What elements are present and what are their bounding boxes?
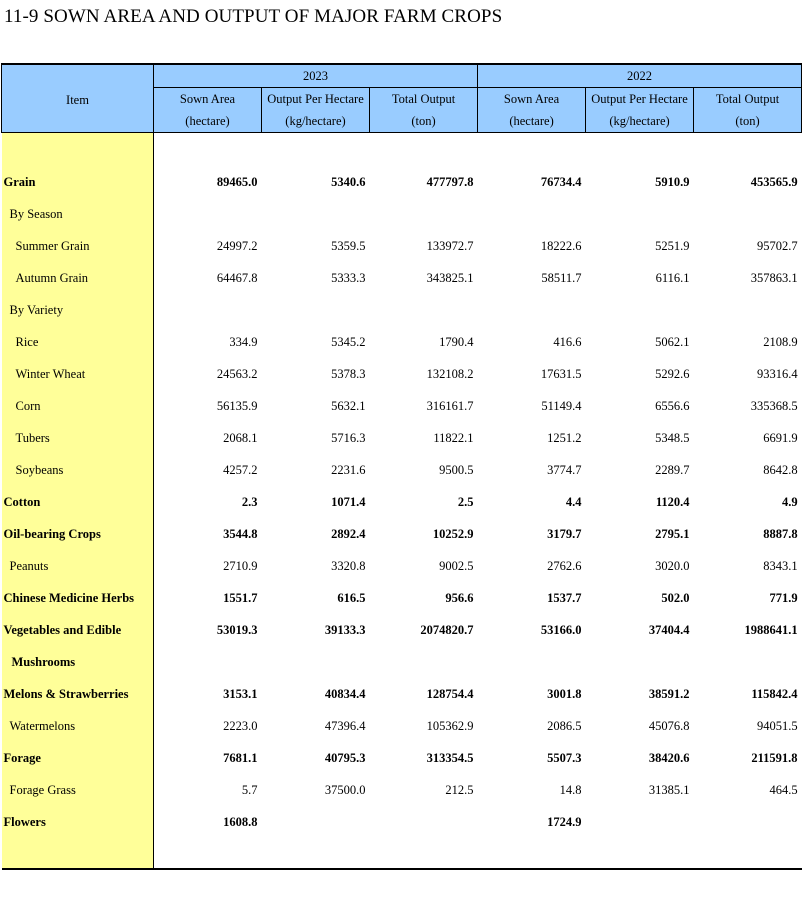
- table-row: [2, 678, 802, 710]
- table-row: [2, 710, 802, 742]
- column-name: Output Per Hectare: [591, 92, 688, 106]
- table-cell: [478, 294, 586, 326]
- table-cell: 3020.0: [655, 558, 690, 573]
- item-header: Item: [2, 64, 154, 133]
- table-cell: 5507.3: [547, 750, 582, 765]
- table-cell: 9500.5: [439, 462, 474, 477]
- table-cell: 1724.9: [547, 814, 582, 829]
- column-header-sown-area-2022: [478, 88, 586, 133]
- table-cell: 1071.4: [331, 494, 366, 509]
- row-label: Cotton: [2, 486, 154, 518]
- table-cell: [262, 198, 370, 230]
- row-label: Forage: [2, 742, 154, 774]
- table-cell: 51149.4: [541, 398, 582, 413]
- table-cell: 956.6: [445, 590, 474, 605]
- table-cell: 38591.2: [648, 686, 690, 701]
- table-cell: 1251.2: [547, 430, 582, 445]
- table-cell: 37500.0: [324, 782, 366, 797]
- table-cell: 1120.4: [655, 494, 690, 509]
- spacer-row: [2, 133, 802, 167]
- table-row: [2, 422, 802, 454]
- table-cell: 17631.5: [540, 366, 582, 381]
- table-cell: 5340.6: [331, 174, 366, 189]
- table-cell: 464.5: [769, 782, 798, 797]
- column-unit: (ton): [735, 114, 760, 128]
- row-label: Winter Wheat: [2, 358, 154, 390]
- row-label: Watermelons: [2, 710, 154, 742]
- row-label: Vegetables and Edible: [2, 614, 154, 646]
- table-cell: [262, 646, 370, 678]
- table-cell: 2710.9: [223, 558, 258, 573]
- table-cell: 313354.5: [426, 750, 474, 765]
- table-cell: 5378.3: [331, 366, 366, 381]
- table-cell: 11822.1: [433, 430, 474, 445]
- table-cell: 89465.0: [216, 174, 258, 189]
- table-row: [2, 390, 802, 422]
- row-label: By Variety: [2, 294, 154, 326]
- table-cell: 1537.7: [547, 590, 582, 605]
- table-cell: 212.5: [445, 782, 474, 797]
- table-row: [2, 550, 802, 582]
- table-row: [2, 454, 802, 486]
- table-cell: 1551.7: [223, 590, 258, 605]
- table-row: [2, 614, 802, 646]
- table-cell: [154, 646, 262, 678]
- table-row: [2, 326, 802, 358]
- table-cell: [478, 646, 586, 678]
- row-label: Rice: [2, 326, 154, 358]
- table-cell: [694, 806, 802, 838]
- column-name: Sown Area: [503, 92, 560, 106]
- table-cell: [586, 646, 694, 678]
- table-cell: 132108.2: [426, 366, 474, 381]
- table-row: [2, 230, 802, 262]
- spacer-row: [2, 838, 802, 869]
- table-cell: 5632.1: [331, 398, 366, 413]
- table-cell: 4.9: [781, 494, 798, 509]
- table-cell: 2.5: [457, 494, 474, 509]
- row-label: Autumn Grain: [2, 262, 154, 294]
- table-cell: 37404.4: [648, 622, 690, 637]
- table-cell: 5359.5: [331, 238, 366, 253]
- row-label: Tubers: [2, 422, 154, 454]
- table-cell: [262, 806, 370, 838]
- row-label: Summer Grain: [2, 230, 154, 262]
- column-header-total-output-2023: [370, 88, 478, 133]
- column-header-output-per-hectare-2022: [586, 88, 694, 133]
- table-cell: 40795.3: [324, 750, 366, 765]
- table-cell: 128754.4: [426, 686, 474, 701]
- table-cell: 2231.6: [331, 462, 366, 477]
- table-cell: 6556.6: [655, 398, 690, 413]
- table-cell: 2086.5: [547, 718, 582, 733]
- table-cell: 453565.9: [750, 174, 798, 189]
- table-cell: 3774.7: [547, 462, 582, 477]
- table-cell: 5251.9: [655, 238, 690, 253]
- table-cell: 2.3: [241, 494, 258, 509]
- column-header-output-per-hectare-2023: [262, 88, 370, 133]
- table-cell: 6116.1: [655, 270, 690, 285]
- table-cell: 2108.9: [763, 334, 798, 349]
- row-label: Chinese Medicine Herbs: [2, 582, 154, 614]
- table-cell: 4257.2: [223, 462, 258, 477]
- row-label: Corn: [2, 390, 154, 422]
- table-row: [2, 294, 802, 326]
- table-cell: [694, 198, 802, 230]
- column-unit: (hectare): [509, 114, 554, 128]
- row-label: Oil-bearing Crops: [2, 518, 154, 550]
- table-cell: 38420.6: [648, 750, 690, 765]
- table-cell: 5062.1: [655, 334, 690, 349]
- table-cell: 8343.1: [763, 558, 798, 573]
- column-unit: (kg/hectare): [609, 114, 670, 128]
- table-cell: 6691.9: [763, 430, 798, 445]
- table-cell: 94051.5: [756, 718, 798, 733]
- table-cell: 8642.8: [763, 462, 798, 477]
- table-cell: 3001.8: [547, 686, 582, 701]
- table-cell: [586, 806, 694, 838]
- table-cell: 616.5: [337, 590, 366, 605]
- table-cell: 5345.2: [331, 334, 366, 349]
- table-cell: 24997.2: [216, 238, 258, 253]
- table-row: [2, 742, 802, 774]
- table-cell: 7681.1: [223, 750, 258, 765]
- table-cell: 56135.9: [216, 398, 258, 413]
- table-cell: [694, 294, 802, 326]
- year-header-2023: 2023: [154, 64, 478, 88]
- table-cell: 24563.2: [216, 366, 258, 381]
- table-container: [1, 63, 802, 870]
- table-cell: 4.4: [565, 494, 582, 509]
- table-cell: 58511.7: [541, 270, 582, 285]
- table-cell: 2068.1: [223, 430, 258, 445]
- table-cell: 771.9: [769, 590, 798, 605]
- row-label: Mushrooms: [2, 646, 154, 678]
- table-cell: 18222.6: [540, 238, 582, 253]
- table-cell: 3153.1: [223, 686, 258, 701]
- table-cell: [478, 198, 586, 230]
- table-cell: 40834.4: [324, 686, 366, 701]
- table-cell: 335368.5: [750, 398, 798, 413]
- table-cell: [154, 198, 262, 230]
- column-unit: (ton): [411, 114, 436, 128]
- table-cell: 64467.8: [216, 270, 258, 285]
- column-name: Total Output: [715, 92, 780, 106]
- table-row: [2, 166, 802, 198]
- row-label: Peanuts: [2, 550, 154, 582]
- table-cell: 5716.3: [331, 430, 366, 445]
- table-cell: 343825.1: [426, 270, 474, 285]
- table-cell: [586, 294, 694, 326]
- row-label: Melons & Strawberries: [2, 678, 154, 710]
- row-label: Soybeans: [2, 454, 154, 486]
- table-cell: 5.7: [241, 782, 258, 797]
- table-cell: 3544.8: [223, 526, 258, 541]
- table-cell: 9002.5: [439, 558, 474, 573]
- table-cell: 31385.1: [648, 782, 690, 797]
- table-cell: 2289.7: [655, 462, 690, 477]
- table-row: [2, 806, 802, 838]
- table-cell: [370, 806, 478, 838]
- table-cell: 5333.3: [331, 270, 366, 285]
- table-cell: [694, 646, 802, 678]
- table-cell: 316161.7: [426, 398, 474, 413]
- table-cell: 5292.6: [655, 366, 690, 381]
- table-cell: 93316.4: [756, 366, 798, 381]
- table-cell: 357863.1: [750, 270, 798, 285]
- table-cell: 2223.0: [223, 718, 258, 733]
- table-cell: [586, 198, 694, 230]
- table-cell: 115842.4: [751, 686, 798, 701]
- table-cell: 2762.6: [547, 558, 582, 573]
- column-header-total-output-2022: [694, 88, 802, 133]
- table-cell: 416.6: [553, 334, 582, 349]
- table-cell: 47396.4: [324, 718, 366, 733]
- table-row: [2, 646, 802, 678]
- column-name: Total Output: [391, 92, 456, 106]
- table-cell: 39133.3: [324, 622, 366, 637]
- table-cell: [154, 294, 262, 326]
- column-header-sown-area-2023: [154, 88, 262, 133]
- row-label: Grain: [2, 166, 154, 198]
- table-cell: [370, 198, 478, 230]
- table-cell: 8887.8: [763, 526, 798, 541]
- year-header-2022: 2022: [478, 64, 802, 88]
- table-row: [2, 262, 802, 294]
- table-row: [2, 486, 802, 518]
- column-name: Sown Area: [179, 92, 236, 106]
- table-cell: 1988641.1: [744, 622, 798, 637]
- table-row: [2, 582, 802, 614]
- row-label: By Season: [2, 198, 154, 230]
- table-cell: 502.0: [661, 590, 690, 605]
- table-cell: 76734.4: [540, 174, 582, 189]
- table-cell: [370, 646, 478, 678]
- page-title: 11-9 SOWN AREA AND OUTPUT OF MAJOR FARM CROPS: [4, 6, 503, 27]
- table-cell: 3320.8: [331, 558, 366, 573]
- table-row: [2, 198, 802, 230]
- table-cell: 133972.7: [426, 238, 474, 253]
- table-row: [2, 518, 802, 550]
- table-cell: 3179.7: [547, 526, 582, 541]
- column-name: Output Per Hectare: [267, 92, 364, 106]
- table-cell: 14.8: [559, 782, 582, 797]
- table-cell: [370, 294, 478, 326]
- table-cell: 477797.8: [426, 174, 474, 189]
- table-cell: 1790.4: [439, 334, 474, 349]
- column-unit: (kg/hectare): [285, 114, 346, 128]
- table-cell: 53166.0: [540, 622, 582, 637]
- table-cell: 2892.4: [331, 526, 366, 541]
- table-cell: 1608.8: [223, 814, 258, 829]
- table-cell: 53019.3: [216, 622, 258, 637]
- crops-table: [1, 63, 802, 870]
- table-cell: 2795.1: [655, 526, 690, 541]
- row-label: Forage Grass: [2, 774, 154, 806]
- table-cell: 45076.8: [648, 718, 690, 733]
- table-cell: 105362.9: [426, 718, 474, 733]
- table-cell: 5910.9: [655, 174, 690, 189]
- table-cell: 334.9: [229, 334, 258, 349]
- row-label: Flowers: [2, 806, 154, 838]
- table-cell: 2074820.7: [420, 622, 474, 637]
- table-row: [2, 774, 802, 806]
- column-unit: (hectare): [185, 114, 230, 128]
- table-cell: [262, 294, 370, 326]
- table-cell: 10252.9: [432, 526, 474, 541]
- table-cell: 211591.8: [751, 750, 798, 765]
- table-cell: 95702.7: [756, 238, 798, 253]
- table-cell: 5348.5: [655, 430, 690, 445]
- table-row: [2, 358, 802, 390]
